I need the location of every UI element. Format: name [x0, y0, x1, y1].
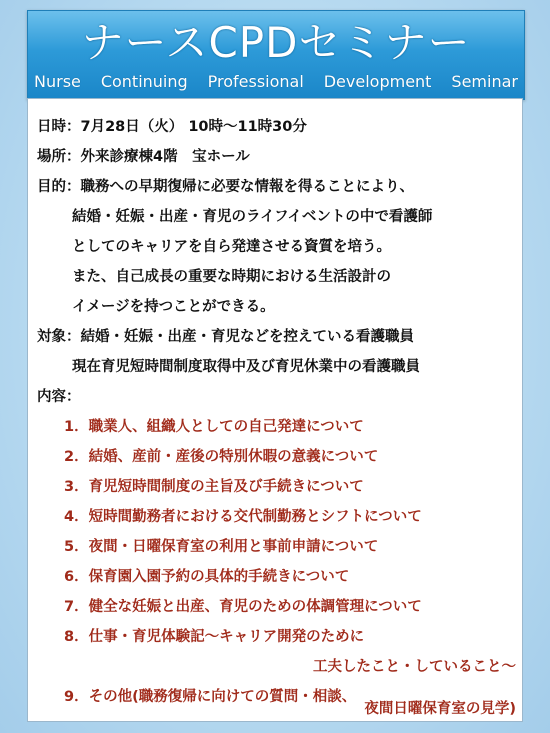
content-item: 2．結婚、産前・産後の特別休暇の意義について: [64, 449, 379, 465]
content-item-continuation: 工夫したこと・していること～: [313, 659, 516, 675]
purpose-line: イメージを持つことができる。: [72, 299, 275, 315]
content-item: 8．仕事・育児体験記～キャリア開発のために: [64, 629, 365, 645]
subtitle-word: Professional: [207, 72, 304, 91]
content-item: 4．短時間勤務者における交代制勤務とシフトについて: [64, 509, 422, 525]
content-label: 内容：: [37, 389, 81, 405]
seminar-subtitle: [34, 72, 518, 92]
purpose-line: 結婚・妊娠・出産・育児のライフイベントの中で看護師: [72, 209, 433, 225]
content-item: 1．職業人、組織人としての自己発達について: [64, 419, 364, 435]
target-line: 対象：結婚・妊娠・出産・育児などを控えている看護職員: [37, 329, 414, 345]
header-banner: [27, 10, 525, 100]
subtitle-word: Seminar: [451, 72, 518, 91]
place-line: 場所：外来診療棟4階 宝ホール: [37, 149, 250, 165]
subtitle-word: Continuing: [100, 72, 188, 91]
details-panel: [27, 98, 523, 722]
purpose-line: 目的：職務への早期復帰に必要な情報を得ることにより、: [37, 179, 414, 195]
content-item-continuation: 夜間日曜保育室の見学): [364, 701, 516, 717]
target-line: 現在育児短時間制度取得中及び育児休業中の看護職員: [72, 359, 420, 375]
purpose-line: としてのキャリアを自ら発達させる資質を培う。: [72, 239, 391, 255]
content-item: 9．その他(職務復帰に向けての質問・相談、: [64, 689, 357, 705]
content-item: 3．育児短時間制度の主旨及び手続きについて: [64, 479, 364, 495]
content-item: 7．健全な妊娠と出産、育児のための体調管理について: [64, 599, 422, 615]
seminar-title: ナースCPDセミナー: [81, 18, 471, 67]
content-item: 5．夜間・日曜保育室の利用と事前申請について: [64, 539, 379, 555]
content-item: 6．保育園入園予約の具体的手続きについて: [64, 569, 350, 585]
subtitle-word: Nurse: [34, 72, 81, 91]
date-line: 日時：7月28日（火） 10時～11時30分: [37, 119, 307, 135]
purpose-line: また、自己成長の重要な時期における生活設計の: [72, 269, 391, 285]
subtitle-word: Development: [323, 72, 432, 91]
